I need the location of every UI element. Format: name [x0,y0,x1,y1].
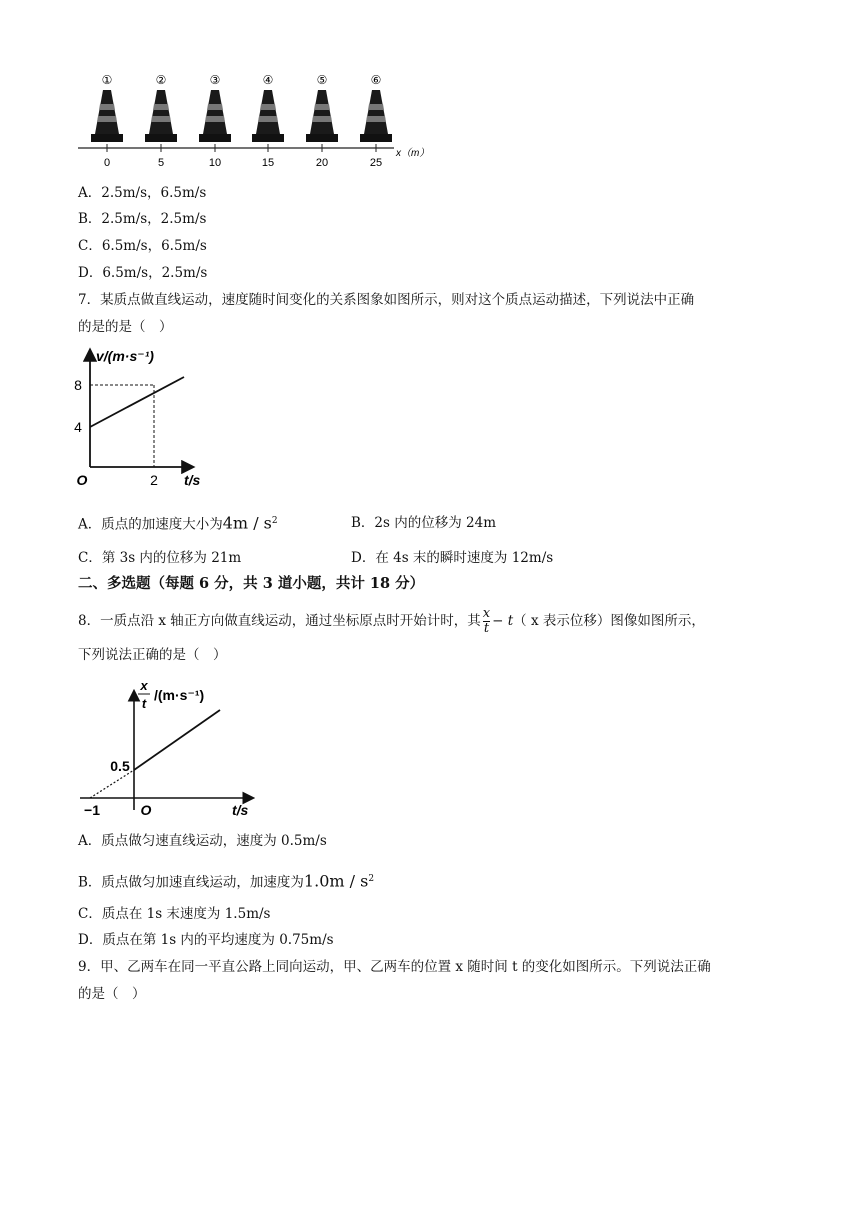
q7-option-b: B．2s 内的位移为 24m [351,515,496,531]
x-tick-label: 20 [315,157,329,169]
cone-label: ③ [209,73,221,87]
x-tick-label: −1 [84,802,100,818]
q7-stem-cont: 的是的是（ ） [78,319,173,335]
q8-option-c: C．质点在 1s 末速度为 1.5m/s [78,906,271,922]
q7-option-a-text: A．质点的加速度大小为 [78,516,223,533]
q7-option-a-value: 4m / s [222,513,272,533]
q8-option-b-value: 1.0m / s [303,871,369,891]
q8-stem-post: （ x 表示位移）图像如图所示， [513,613,705,629]
q7-option-c: C．第 3s 内的位移为 21m [78,550,242,566]
section-heading: 二、多选题（每题 6 分，共 3 道小题，共计 18 分） [78,575,425,592]
x-axis-label: x（m） [396,148,430,159]
q8-stem-pre: 8．一质点沿 x 轴正方向做直线运动，通过坐标原点时开始计时，其 [78,613,481,629]
q8-option-b-text: B．质点做匀加速直线运动，加速度为 [78,874,304,891]
x-tick-label: 5 [157,157,165,169]
x-tick-label: 2 [150,472,158,488]
x-axis-label: t/s [232,802,249,818]
q8-option-d: D．质点在第 1s 内的平均速度为 0.75m/s [78,932,334,948]
cone-label: ⑥ [370,73,382,87]
q7-option-d: D．在 4s 末的瞬时速度为 12m/s [351,550,554,566]
origin-label: O [76,472,88,488]
x-tick-label: 15 [261,157,275,169]
q8-option-b-sup: 2 [368,874,375,884]
cone-label: ② [155,73,167,87]
q8-stem-cont: 下列说法正确的是（ ） [78,647,227,663]
x-axis-label: t/s [184,472,201,488]
cone-label: ④ [262,73,274,87]
q8-option-a: A．质点做匀速直线运动，速度为 0.5m/s [78,833,327,849]
q9-stem: 9．甲、乙两车在同一平直公路上同向运动，甲、乙两车的位置 x 随时间 t 的变化如图所示。下列说法正确 [78,959,711,975]
y-label-num: x [140,678,148,693]
q8-option-b [78,870,374,892]
y-tick-label: 8 [74,377,82,393]
y-label-unit: /(m·s⁻¹) [154,687,205,703]
x-tick-label: 10 [208,157,222,169]
q7-stem: 7．某质点做直线运动，速度随时间变化的关系图象如图所示，则对这个质点运动描述，下列说法中正确 [78,292,695,308]
y-tick-label: 4 [74,419,82,435]
cone-icon [364,90,388,134]
q9-stem-cont: 的是（ ） [78,986,146,1002]
q7-vt-graph [74,343,224,491]
graph-line [134,710,220,770]
y-tick-label: 0.5 [110,758,130,774]
cone-icon [256,90,280,134]
cone-icon [95,90,119,134]
q8-graph [76,674,266,820]
q8-stem-mid: − t [492,613,514,629]
cone-label: ① [101,73,113,87]
y-axis-label: v/(m·s⁻¹) [96,348,154,364]
cones-figure [76,70,436,170]
cone-icon [203,90,227,134]
cone-label: ⑤ [316,73,328,87]
x-tick-label: 0 [103,157,111,169]
cone-icon [310,90,334,134]
q6-option-a: A．2.5m/s，6.5m/s [78,185,207,201]
y-label-den: t [141,696,147,711]
frac-numerator: x [482,606,491,621]
x-tick-label: 25 [369,157,383,169]
q7-option-a [78,512,278,534]
extension-line [90,770,134,798]
origin-label: O [140,802,152,818]
q6-option-c: C．6.5m/s，6.5m/s [78,238,207,254]
q6-option-b: B．2.5m/s，2.5m/s [78,211,207,227]
cone-icon [149,90,173,134]
q8-stem [78,606,705,636]
q8-fraction [483,607,490,636]
q7-option-a-sup: 2 [271,516,278,526]
cone-group [91,73,392,169]
q6-option-d: D．6.5m/s，2.5m/s [78,265,208,281]
frac-denominator: t [483,621,490,636]
